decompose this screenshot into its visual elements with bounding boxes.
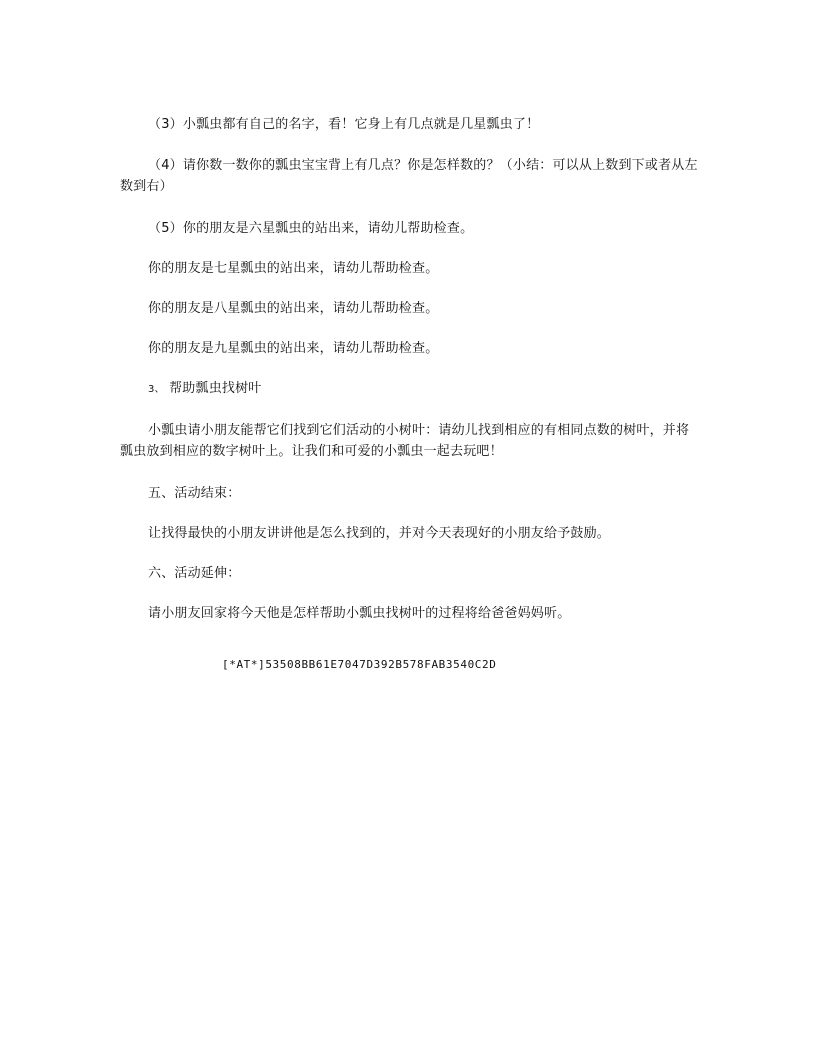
section-5-body: 让找得最快的小朋友讲讲他是怎么找到的，并对今天表现好的小朋友给予鼓励。 — [148, 526, 611, 541]
item-4: （4）请你数一数你的瓢虫宝宝背上有几点？你是怎样数的？（小结：可以从上数到下或者从左数到右） — [120, 158, 698, 194]
section-3-body: 小瓢虫请小朋友能帮它们找到它们活动的小树叶：请幼儿找到相应的有相同点数的树叶，并将瓢虫放到相应的数字树叶上。让我们和可爱的小瓢虫一起去玩吧！ — [120, 423, 690, 459]
item-5: （5）你的朋友是六星瓢虫的站出来，请幼儿帮助检查。 — [148, 221, 474, 236]
item-3: （3）小瓢虫都有自己的名字，看！它身上有几点就是几星瓢虫了！ — [148, 117, 540, 132]
section-5-title: 五、活动结束： — [148, 486, 241, 501]
section-3-number: 3、 — [148, 384, 165, 395]
document-code: [*AT*]53508BB61E7047D392B578FAB3540C2D — [222, 658, 497, 671]
item-eight-star: 你的朋友是八星瓢虫的站出来，请幼儿帮助检查。 — [148, 301, 439, 316]
item-nine-star: 你的朋友是九星瓢虫的站出来，请幼儿帮助检查。 — [148, 341, 439, 356]
section-3-title: 帮助瓢虫找树叶 — [169, 381, 262, 396]
item-seven-star: 你的朋友是七星瓢虫的站出来，请幼儿帮助检查。 — [148, 261, 439, 276]
section-3-heading — [148, 379, 262, 400]
section-6-body: 请小朋友回家将今天他是怎样帮助小瓢虫找树叶的过程将给爸爸妈妈听。 — [148, 606, 571, 621]
section-6-title: 六、活动延伸： — [148, 566, 241, 581]
